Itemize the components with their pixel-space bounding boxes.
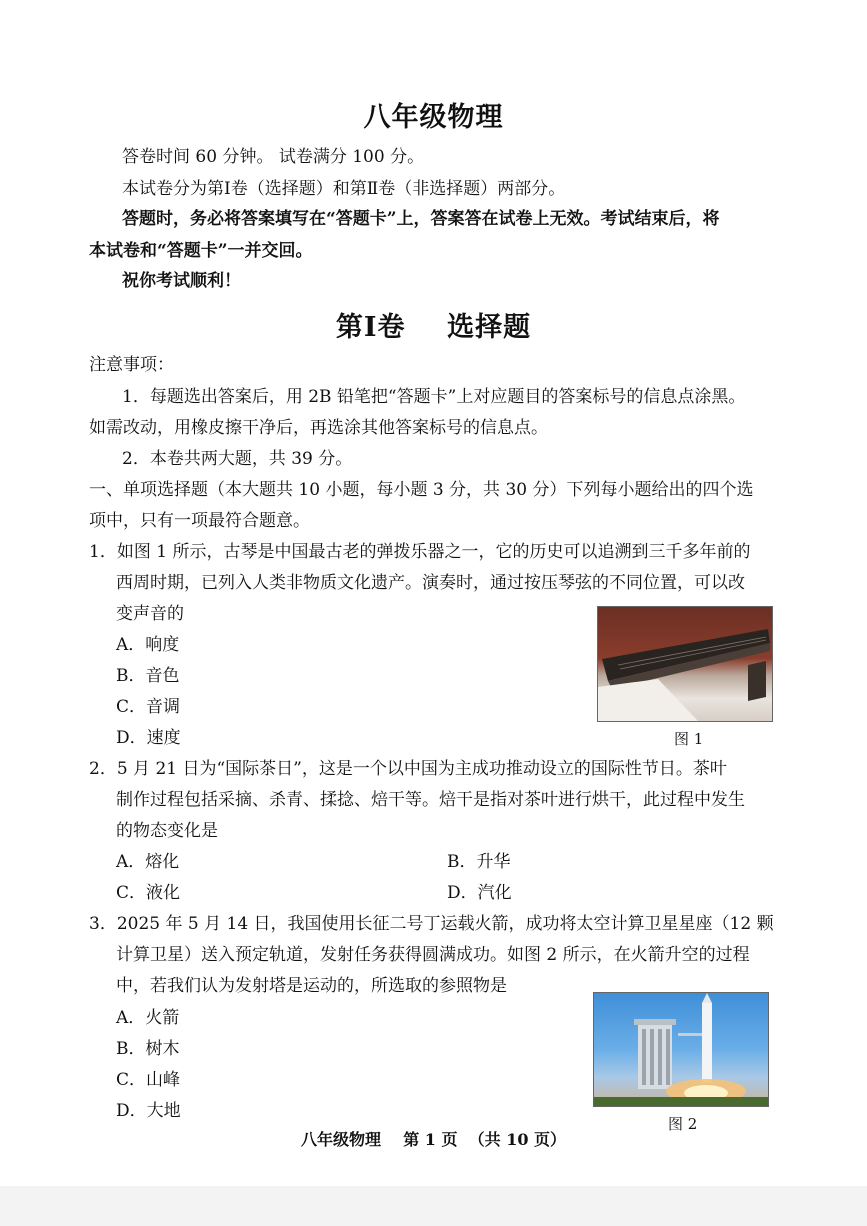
question-2-option-d[interactable]: D．汽化 <box>447 883 512 903</box>
good-luck-line: 祝你考试顺利！ <box>122 271 241 291</box>
figure-2-caption: 图 2 <box>668 1115 698 1133</box>
question-3-text: 3．2025 年 5 月 14 日，我国使用长征二号丁运载火箭，成功将太空计算卫星星座（12 颗 <box>89 914 774 934</box>
answer-instruction-line-2: 本试卷和“答题卡”一并交回。 <box>89 241 313 261</box>
question-3-text: 中，若我们认为发射塔是运动的，所选取的参照物是 <box>116 976 507 996</box>
scan-bottom-margin <box>0 1186 867 1226</box>
page-footer: 八年级物理 第 1 页 （共 10 页） <box>300 1130 567 1149</box>
notice-item-2: 2．本卷共两大题，共 39 分。 <box>122 449 353 469</box>
question-2-text: 2．5 月 21 日为“国际茶日”，这是一个以中国为主成功推动设立的国际性节日。茶叶 <box>89 759 727 779</box>
question-2-option-c[interactable]: C．液化 <box>116 883 181 903</box>
question-1-text: 西周时期，已列入人类非物质文化遗产。演奏时，通过按压琴弦的不同位置，可以改 <box>116 573 745 593</box>
question-2-text: 的物态变化是 <box>116 821 218 841</box>
page-title: 八年级物理 <box>363 102 504 133</box>
rocket-launch-illustration <box>594 993 768 1106</box>
question-3-option-b[interactable]: B．树木 <box>116 1039 180 1059</box>
figure-1-caption: 图 1 <box>674 730 704 748</box>
question-1-option-d[interactable]: D．速度 <box>116 728 181 748</box>
guqin-illustration <box>598 607 772 721</box>
notice-label: 注意事项： <box>89 355 174 375</box>
figure-1-guqin-image <box>597 606 773 722</box>
question-1-option-a[interactable]: A．响度 <box>116 635 180 655</box>
question-2-option-b[interactable]: B．升华 <box>447 852 511 872</box>
question-2-option-a[interactable]: A．熔化 <box>116 852 180 872</box>
answer-instruction-line: 答题时，务必将答案填写在“答题卡”上，答案答在试卷上无效。考试结束后，将 <box>122 209 720 229</box>
section-title: 第Ⅰ卷 选择题 <box>335 312 532 343</box>
exam-time-line: 答卷时间 60 分钟。 试卷满分 100 分。 <box>122 147 425 167</box>
part-one-heading-cont: 项中，只有一项最符合题意。 <box>89 511 310 531</box>
question-3-option-c[interactable]: C．山峰 <box>116 1070 181 1090</box>
notice-item-1: 1．每题选出答案后，用 2B 铅笔把“答题卡”上对应题目的答案标号的信息点涂黑。 <box>122 387 746 407</box>
question-3-text: 计算卫星）送入预定轨道，发射任务获得圆满成功。如图 2 所示，在火箭升空的过程 <box>116 945 750 965</box>
question-1-option-c[interactable]: C．音调 <box>116 697 181 717</box>
exam-parts-line: 本试卷分为第Ⅰ卷（选择题）和第Ⅱ卷（非选择题）两部分。 <box>122 179 566 199</box>
question-1-option-b[interactable]: B．音色 <box>116 666 180 686</box>
figure-2-rocket-launch-image <box>593 992 769 1107</box>
question-1-text: 1．如图 1 所示，古琴是中国最古老的弹拨乐器之一，它的历史可以追溯到三千多年前的 <box>89 542 751 562</box>
notice-item-1-cont: 如需改动，用橡皮擦干净后，再选涂其他答案标号的信息点。 <box>89 418 548 438</box>
question-2-text: 制作过程包括采摘、杀青、揉捻、焙干等。焙干是指对茶叶进行烘干，此过程中发生 <box>116 790 745 810</box>
part-one-heading: 一、单项选择题（本大题共 10 小题，每小题 3 分，共 30 分）下列每小题给出的四个选 <box>89 480 754 500</box>
question-1-text: 变声音的 <box>116 604 184 624</box>
question-3-option-d[interactable]: D．大地 <box>116 1101 181 1121</box>
question-3-option-a[interactable]: A．火箭 <box>116 1008 180 1028</box>
